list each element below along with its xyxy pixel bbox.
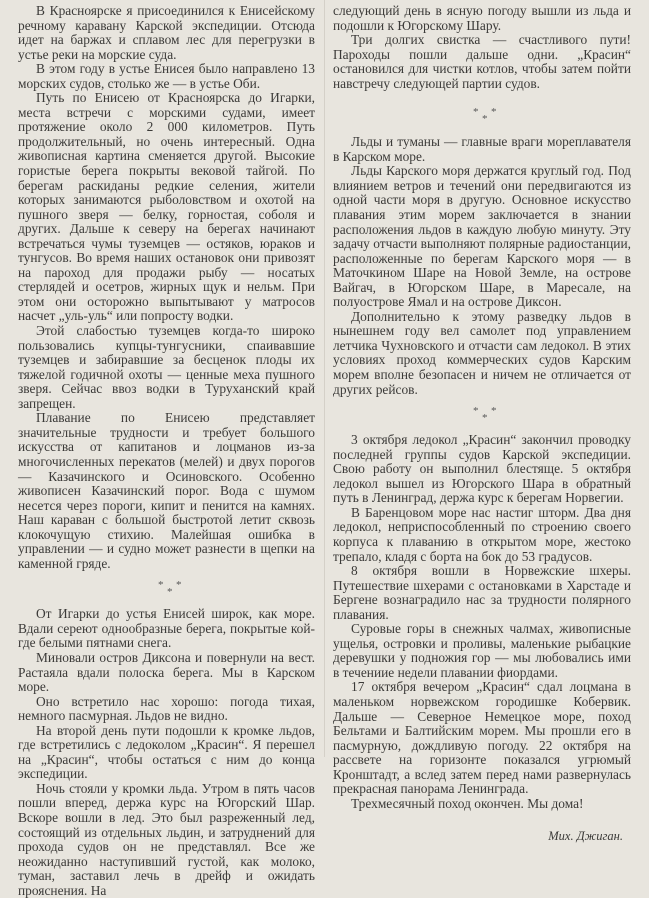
paragraph: Оно встретило нас хорошо: погода тихая, немного пасмурная. Льдов не видно.: [18, 693, 315, 724]
section-separator: * * *: [158, 579, 182, 599]
paragraph: Плавание по Енисею представляет значительные трудности и требует большого искусства от капитанов и лоцманов из-за многочисленных перекатов (мелей) и двух порогов — Казачинского и Осиновского. Особенно живописен Казачинский порог. Вода с шумом несется через пороги, кипит и пенится на камнях. Наш караван с большой быстротой летит сквозь клокочущую стихию. Малейшая ошибка в управлении — и судно может разнести в щепки на каменной гряде.: [18, 410, 315, 571]
paragraph: 17 октября вечером „Красин“ сдал лоцмана в маленьком норвежском городишке Кобервик. Дальше — Северное Немецкое море, поход Бельтами и Балтийским морем. Мы прошли его в пасмурную, дождливую погоду. 22 октября на рассвете на горизонте показался угрюмый Кронштадт, а вслед затем перед нами развернулась прекрасная панорама Ленинграда.: [333, 679, 631, 797]
paragraph-continuation: следующий день в ясную погоду вышли из льда и подошли к Югорскому Шару.: [333, 3, 631, 33]
left-column: [18, 4, 315, 898]
paragraph: 3 октября ледокол „Красин“ закончил проводку последней группы судов Карской экспедиции. Свою работу он выполнил блестяще. 5 октября ледокол вышел из Югорского Шара в обратный путь в Ленинград, держа курс к берегам Норвегии.: [333, 432, 631, 506]
right-column: [333, 4, 631, 844]
section-separator: * * *: [473, 106, 497, 126]
paragraph: Льды и туманы — главные враги мореплавателя в Карском море.: [333, 134, 631, 164]
author-signature: Мих. Джиган.: [548, 829, 623, 844]
paragraph: Ночь стояли у кромки льда. Утром в пять часов пошли вперед, держа курс на Югорский Шар. Вскоре вошли в лед. Это был разреженный лед, состоящий из отдельных льдин, и затруднений для прохода судов он не представлял. Все же неожиданно наступивший густой, как молоко, туман, заставил лечь в дрейф и ожидать прояснения. На: [18, 780, 315, 898]
paragraph: В этом году в устье Енисея было направлено 13 морских судов, столько же — в устье Оби.: [18, 61, 315, 91]
paragraph: На второй день пути подошли к кромке льдов, где встретились с ледоколом „Красин“. Я перешел на „Красин“, чтобы остаться с ним до конца экспедиции.: [18, 722, 315, 782]
column-divider: [324, 0, 325, 757]
paragraph: Три долгих свистка — счастливого пути! Пароходы пошли дальше одни. „Красин“ остановился для чистки котлов, чтобы затем пойти навстречу следующей партии судов.: [333, 32, 631, 91]
paragraph: Трехмесячный поход окончен. Мы дома!: [351, 795, 584, 811]
paragraph: Льды Карского моря держатся круглый год. Под влиянием ветров и течений они передвигаются из одной части моря в другую. Основное искусство плавания этим морем заключается в знании расположения льдов в каждую любую минуту. Эту задачу отчасти выполняют полярные радиостанции, расположенные по берегам Карского моря — в Маточкином Шаре на Новой Земле, на острове Вайгач, в Югорском Шаре, в Маресале, на полуострове Ямал и на острове Диксон.: [333, 163, 631, 310]
section-separator: * * *: [473, 405, 497, 425]
paragraph: От Игарки до устья Енисей широк, как море. Вдали сереют однообразные берега, покрытые кой-где белыми пятнами снега.: [18, 606, 315, 651]
paragraph: Дополнительно к этому разведку льдов в нынешнем году вел самолет под управлением летчика Чухновского и отчасти сам ледокол. В этих условиях проход коммерческих судов Карским морем вполне безопасен и ничем не отличается от других рейсов.: [333, 308, 631, 397]
paragraph: В Баренцовом море нас настиг шторм. Два дня ледокол, неприспособленный по строению своего корпуса к плаванию в открытом море, жестоко трепало, кладя с борта на бок до 53 градусов.: [333, 504, 631, 564]
paragraph: Путь по Енисею от Красноярска до Игарки, места встречи с морскими судами, имеет протяжение около 2 000 километров. Путь продолжительный, но очень интересный. Одна живописная картина сменяется другой. Высокие гористые берега покрыты вековой тайгой. По берегам раскиданы редкие селения, жители которых занимаются рыболовством и охотой на пушного зверя — белку, горностая, соболя и других. Дальше к северу на берегах начинают встречаться чумы туземцев — остяков, юраков и тунгусов. Во время наших остановок они привозят на пароход для продажи рыбу — носатых стерлядей и осетров, жирных щук и нельм. При этом они осторожно выпытывают у матросов насчет „уль-уль“ или попросту водки.: [18, 90, 315, 324]
paragraph: Этой слабостью туземцев когда-то широко пользовались купцы-тунгусники, спаивавшие туземцев и забиравшие за бесценок плоды их тяжелой годичной охоты — ценные меха пушного зверя. Сейчас ввоз водки в Туруханский край запрещен.: [18, 323, 315, 411]
paragraph: 8 октября вошли в Норвежские шхеры. Путешествие шхерами с остановками в Харстаде и Бергене вознаградило нас за трудности полярного плавания.: [333, 563, 631, 622]
paragraph: Суровые горы в снежных чалмах, живописные ущелья, островки и проливы, маленькие рыбацкие деревушки у подножия гор — мы любовались ими в течениие недели плавании фиордами.: [333, 621, 631, 680]
paragraph: Миновали остров Диксона и повернули на вест. Растаяла вдали полоска берега. Мы в Карском море.: [18, 649, 315, 695]
paragraph: В Красноярске я присоединился к Енисейскому речному каравану Карской экспедиции. Отсюда идет на баржах и сплавом лес для перегрузки в устье реки на морские суда.: [18, 3, 315, 62]
